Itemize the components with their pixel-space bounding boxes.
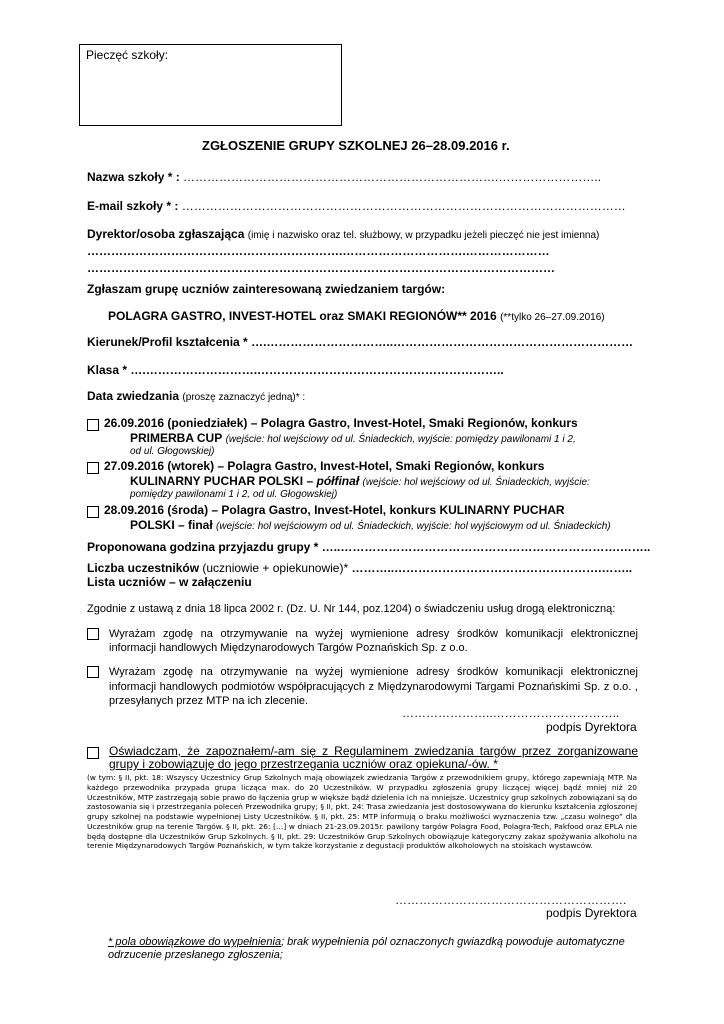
signature-2-field[interactable]: …………………………………………………. [395,893,627,907]
arrival-row [87,540,650,554]
footnote-required: * pola obowiązkowe do wypełnienia [108,936,282,948]
director-field-2[interactable]: ……………………………………………………………………………………………………… [87,261,555,275]
signature-1-label: podpis Dyrektora [546,720,637,734]
date-27-line2 [130,474,590,488]
consent-partners-text: Wyrażam zgodę na otrzymywanie na wyżej wymienione adresy środków komunikacji elektronicznej informacji handlowych podmiotów współpracujących z Międzynarodowymi Targami Poznańskimi Sp. z o.o. , przesyłanych przez MTP na ich zlecenie. [109,666,638,707]
declaration-text: Oświadczam, że zapoznałem/-am się z Regulaminem zwiedzania targów przez zorganizowane grupy i zobowiązuję do jego przestrzegania uczniów oraz opiekuna/-ów. * [109,744,638,771]
participants-list-note: Lista uczniów – w załączeniu [87,575,252,589]
fairs-row [108,309,605,323]
fairs-name: POLAGRA GASTRO, INVEST-HOTEL oraz SMAKI REGIONÓW** 2016 [108,309,497,323]
director-note: (imię i nazwisko oraz tel. służbowy, w przypadku jeżeli pieczęć nie jest imienna) [247,230,600,241]
email-field[interactable]: ………………………………………………………………………………………………… [181,199,626,213]
school-name-row [87,170,601,184]
school-name-field[interactable]: …………………………………………………………………….…………………….. [183,170,602,184]
date-26-route-cont: od ul. Głogowskiej) [130,446,215,457]
date-28-line1: 28.09.2016 (środa) – Polagra Gastro, Invest-Hotel, konkurs KULINARNY PUCHAR [104,503,565,517]
footnote-cont: odrzucenie przesłanego zgłoszenia; [108,949,283,961]
fairs-note: (**tylko 26–27.09.2016) [500,312,605,323]
date-28-checkbox[interactable] [87,506,99,518]
date-27-route: (wejście: hol wejściowy od ul. Śniadeckich, wyjście: [362,477,590,488]
date-27-contest: KULINARNY PUCHAR POLSKI – [130,474,314,488]
director-row [87,227,599,241]
signature-1-field[interactable]: …………………..………………………….. [402,706,620,720]
date-27-route-cont: pomiędzy pawilonami 1 i 2, od ul. Głogowskiej) [130,489,338,500]
date-26-checkbox[interactable] [87,419,99,431]
participants-row [87,561,632,575]
date-label: Data zwiedzania [87,389,180,403]
declaration-checkbox[interactable] [87,747,99,759]
date-note: (proszę zaznaczyć jedną)* : [182,392,306,403]
consent-mtp-text: Wyrażam zgodę na otrzymywanie na wyżej wymienione adresy środków komunikacji elektronicznej informacji handlowych Międzynarodowych Targów Poznańskich Sp. z o.o. [109,628,638,654]
class-field[interactable]: ……………………….…………………………………………………….. [145,363,504,377]
signature-2-label: podpis Dyrektora [546,906,637,920]
school-stamp-box[interactable] [79,44,342,126]
date-28-contest: POLSKI – finał [130,518,213,532]
group-intro: Zgłaszam grupę uczniów zainteresowaną zwiedzaniem targów: [87,282,446,296]
participants-note: (uczniowie + opiekunowie)* [202,561,349,575]
date-26-line2 [130,431,576,445]
consent-mtp-checkbox[interactable] [87,628,99,640]
date-row [87,389,305,403]
date-27-line1: 27.09.2016 (wtorek) – Polagra Gastro, Invest-Hotel, Smaki Regionów, konkurs [104,459,545,473]
director-label: Dyrektor/osoba zgłaszająca [87,227,245,241]
date-26-contest: PRIMERBA CUP [130,431,223,445]
profile-field[interactable]: …………………………..…………………………………………………… [266,335,634,349]
consent-partners-checkbox[interactable] [87,666,99,678]
class-row [87,363,504,377]
participants-field[interactable]: ………..…………………………………………….…….. [351,561,633,575]
profile-label: Kierunek/Profil kształcenia * …. [87,335,267,349]
date-27-checkbox[interactable] [87,462,99,474]
date-27-stage: półfinał [316,474,360,488]
school-name-label: Nazwa szkoły * : [87,170,180,184]
arrival-field[interactable]: ..…………………………………………………………….…….. [333,540,651,554]
school-stamp-label: Pieczęć szkoły: [86,48,169,62]
footnote [108,936,625,948]
email-row [87,199,626,213]
regulations-excerpt: (w tym: § II, pkt. 18: Wszyscy Uczestnicy Grup Szkolnych mają obowiązek zwiedzania Targów z przewodnikiem grupy, którego zapewniają MTP. Na każdego przewodnika przypada grupa licząca max. do 20 Uczestników. W przypadku zgłoszenia grupy liczącej więcej bądź mniej niż 20 Uczestników, MTP zastrzegają sobie prawo do łączenia grup w większe bądź dzielenia ich na mniejsze. Uczestnicy grup szkolnych zobowiązani są do zastosowania się i przestrzegania poleceń Przewodnika grupy; § II, pkt. 24: Trasa zwiedzania jest dostosowywana do kierunku kształcenia zgłoszonej grupy szkolnej na podstawie wypełnionej Listy Uczestników. § II, pkt. 25: MTP informują o braku możliwości wyznaczenia tzw. „czasu wolnego” dla Uczestników grup na terenie Targów. § II, pkt. 26: […] w dniach 21-23.09.2015r. pawilony targów Polagra Food, Polagra-Tech, Pakfood oraz EPLA nie będą dostępne dla Uczestników Grup Szkolnych. § II, pkt. 29: Uczestników Grup Szkolnych obowiązuje kategoryczny zakaz spożywania alkoholu na terenie Międzynarodowych Targów Poznańskich, w tym także korzystanie z degustacji produktów alkoholowych na stoiskach wystawców. [87,773,637,851]
participants-label: Liczba uczestników [87,561,200,575]
footnote-rest: ; brak wypełnienia pól oznaczonych gwiazdką powoduje automatyczne [281,936,625,948]
date-28-line2 [130,518,611,532]
email-label: E-mail szkoły * : [87,199,179,213]
profile-row [87,335,633,349]
gdpr-intro: Zgodnie z ustawą z dnia 18 lipca 2002 r. (Dz. U. Nr 144, poz.1204) o świadczeniu usług drogą elektroniczną: [87,603,616,615]
date-26-route: (wejście: hol wejściowy od ul. Śniadeckich, wyjście: pomiędzy pawilonami 1 i 2, [225,434,576,445]
class-label: Klasa * …. [87,363,146,377]
date-28-route: (wejście: hol wejściowym od ul. Śniadeckich, wyjście: hol wyjściowym od ul. Śniadeckich) [216,521,611,532]
director-field-1[interactable]: ……………………………………………………….………………………….………………… [87,244,550,258]
date-26-line1: 26.09.2016 (poniedziałek) – Polagra Gastro, Invest-Hotel, Smaki Regionów, konkurs [104,416,578,430]
form-title: ZGŁOSZENIE GRUPY SZKOLNEJ 26–28.09.2016 r. [202,138,510,153]
arrival-label: Proponowana godzina przyjazdu grupy * … [87,540,334,554]
